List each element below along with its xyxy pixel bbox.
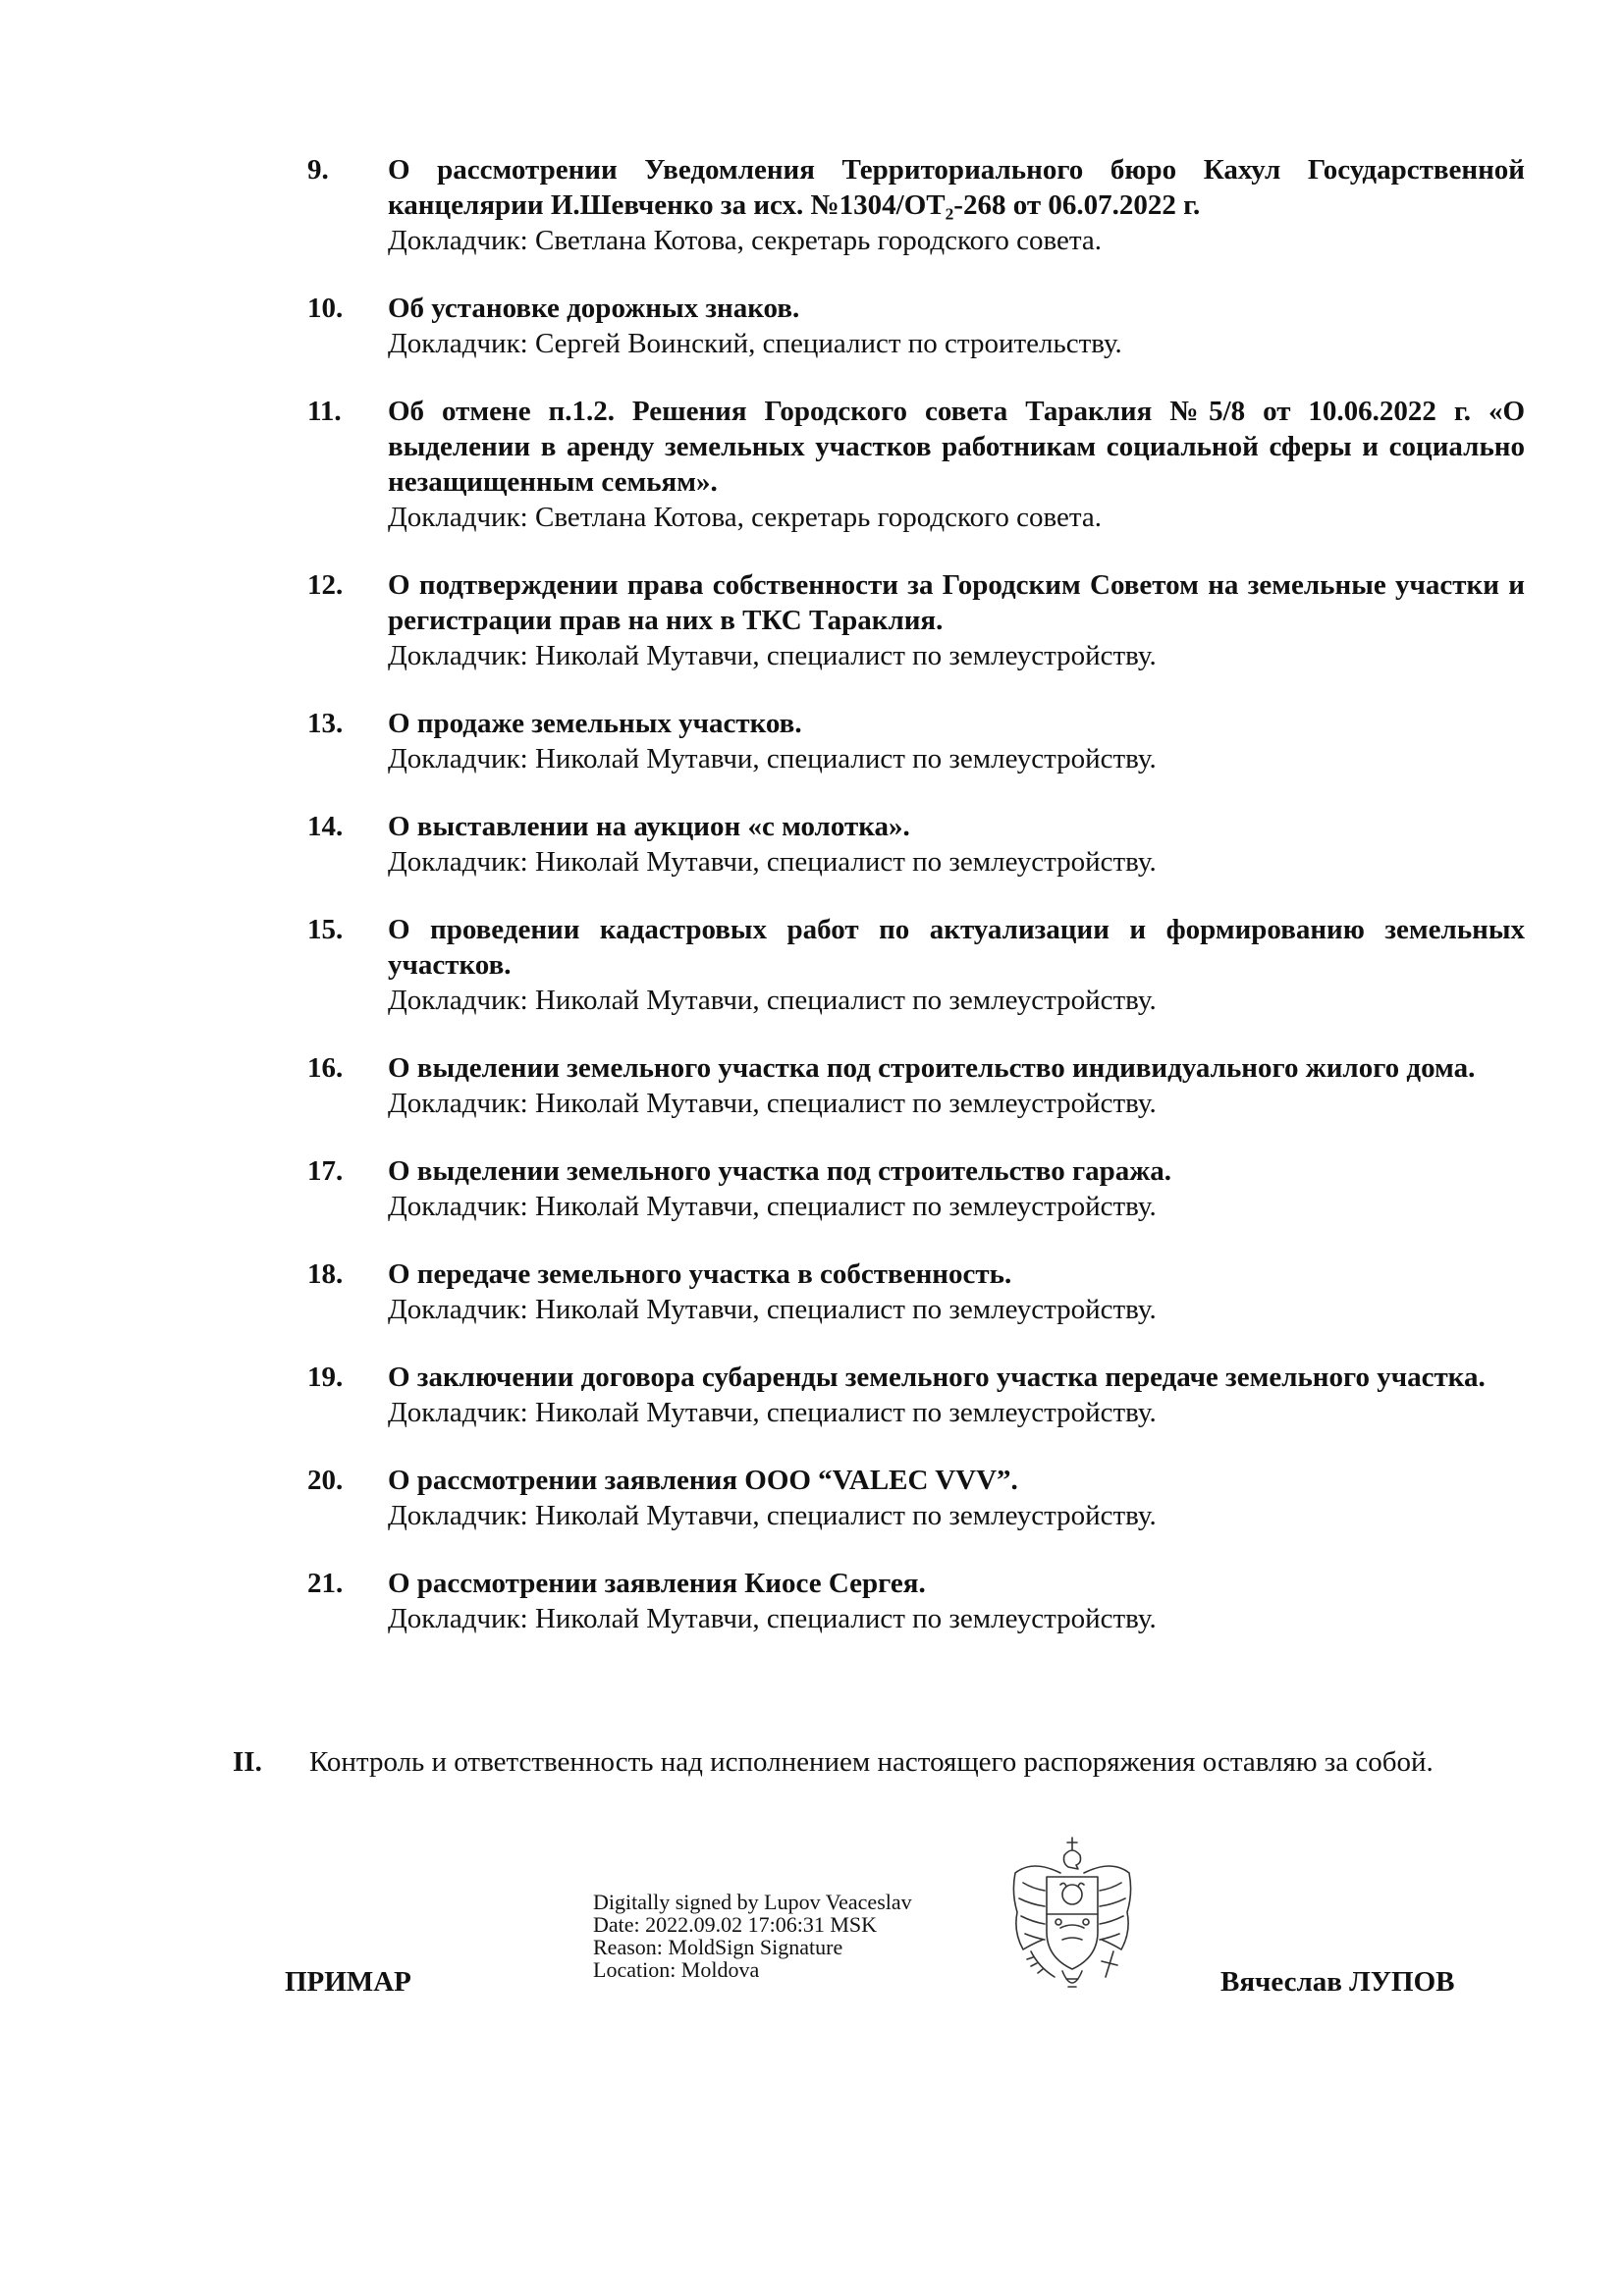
- agenda-item-17: [307, 1153, 1525, 1224]
- item-title: Об отмене п.1.2. Решения Городского совета Тараклия №5/8 от 10.06.2022 г. «О выделении в аренду земельных участков работникам социальной сферы и социально незащищенным семьям».: [388, 396, 1525, 498]
- item-number: 15.: [307, 914, 344, 945]
- item-number: 17.: [307, 1155, 344, 1187]
- agenda-item-19: [307, 1360, 1525, 1430]
- section-text: Контроль и ответственность над исполнением настоящего распоряжения оставляю за собой.: [309, 1746, 1434, 1778]
- item-number: 12.: [307, 569, 344, 601]
- agenda-item-21: [307, 1566, 1525, 1636]
- item-speaker: Докладчик: Николай Мутавчи, специалист по землеустройству.: [388, 1397, 1157, 1428]
- signer-name: Вячеслав ЛУПОВ: [1220, 1966, 1455, 1998]
- item-speaker: Докладчик: Сергей Воинский, специалист по строительству.: [388, 328, 1122, 359]
- item-speaker: Докладчик: Николай Мутавчи, специалист по землеустройству.: [388, 743, 1157, 774]
- item-speaker: Докладчик: Николай Мутавчи, специалист по землеустройству.: [388, 1500, 1157, 1531]
- item-number: 11.: [307, 396, 342, 427]
- item-number: 18.: [307, 1258, 344, 1290]
- item-speaker: Докладчик: Николай Мутавчи, специалист по землеустройству.: [388, 1294, 1157, 1325]
- signature-line-location: Location: Moldova: [593, 1957, 760, 1982]
- item-title: Об установке дорожных знаков.: [388, 293, 800, 324]
- item-number: 9.: [307, 154, 329, 186]
- agenda-list: [307, 152, 1525, 1669]
- item-number: 16.: [307, 1052, 344, 1084]
- item-number: 21.: [307, 1568, 344, 1599]
- item-speaker: Докладчик: Николай Мутавчи, специалист по землеустройству.: [388, 1088, 1157, 1119]
- item-speaker: Докладчик: Николай Мутавчи, специалист по землеустройству.: [388, 846, 1157, 878]
- section-ii: [233, 1744, 1529, 1780]
- item-title: О выставлении на аукцион «с молотка».: [388, 811, 910, 842]
- agenda-item-10: [307, 291, 1525, 361]
- item-speaker: Докладчик: Николай Мутавчи, специалист по землеустройству.: [388, 640, 1157, 671]
- section-numeral: II.: [233, 1746, 262, 1778]
- item-title: О выделении земельного участка под строительство индивидуального жилого дома.: [388, 1052, 1476, 1084]
- agenda-item-9: [307, 152, 1525, 258]
- item-title: О передаче земельного участка в собственность.: [388, 1258, 1012, 1290]
- digital-signature-block: [593, 1891, 912, 1981]
- agenda-item-13: [307, 706, 1525, 776]
- item-number: 10.: [307, 293, 344, 324]
- signature-line-date: Date: 2022.09.02 17:06:31 MSK: [593, 1912, 878, 1937]
- signature-line-signed-by: Digitally signed by Lupov Veaceslav: [593, 1890, 912, 1914]
- agenda-item-20: [307, 1463, 1525, 1533]
- item-title: О заключении договора субаренды земельного участка передаче земельного участка.: [388, 1362, 1486, 1393]
- item-speaker: Докладчик: Светлана Котова, секретарь городского совета.: [388, 502, 1102, 533]
- item-number: 19.: [307, 1362, 344, 1393]
- item-number: 20.: [307, 1465, 344, 1496]
- item-title: О подтверждении права собственности за Городским Советом на земельные участки и регистрации прав на них в ТКС Тараклия.: [388, 569, 1525, 636]
- agenda-item-12: [307, 567, 1525, 673]
- item-number: 14.: [307, 811, 344, 842]
- agenda-item-14: [307, 809, 1525, 880]
- coat-of-arms-icon: [1003, 1834, 1141, 1999]
- item-speaker: Докладчик: Светлана Котова, секретарь городского совета.: [388, 225, 1102, 256]
- item-title: О проведении кадастровых работ по актуализации и формированию земельных участков.: [388, 914, 1525, 981]
- signer-role: ПРИМАР: [285, 1966, 411, 1998]
- item-title: О рассмотрении заявления ООО “VALEC VVV”.: [388, 1465, 1018, 1496]
- agenda-item-15: [307, 912, 1525, 1018]
- item-speaker: Докладчик: Николай Мутавчи, специалист по землеустройству.: [388, 985, 1157, 1016]
- item-number: 13.: [307, 708, 344, 739]
- item-speaker: Докладчик: Николай Мутавчи, специалист по землеустройству.: [388, 1603, 1157, 1634]
- agenda-item-11: [307, 394, 1525, 535]
- item-title: О рассмотрении Уведомления Территориального бюро Кахул Государственной канцелярии И.Шевченко за исх. №1304/OT₂-268 от 06.07.2022 г.: [388, 154, 1525, 221]
- agenda-item-18: [307, 1256, 1525, 1327]
- item-title: О продаже земельных участков.: [388, 708, 802, 739]
- signature-line-reason: Reason: MoldSign Signature: [593, 1935, 843, 1959]
- item-title: О выделении земельного участка под строительство гаража.: [388, 1155, 1172, 1187]
- agenda-item-16: [307, 1050, 1525, 1121]
- item-title: О рассмотрении заявления Киосе Сергея.: [388, 1568, 926, 1599]
- item-speaker: Докладчик: Николай Мутавчи, специалист по землеустройству.: [388, 1191, 1157, 1222]
